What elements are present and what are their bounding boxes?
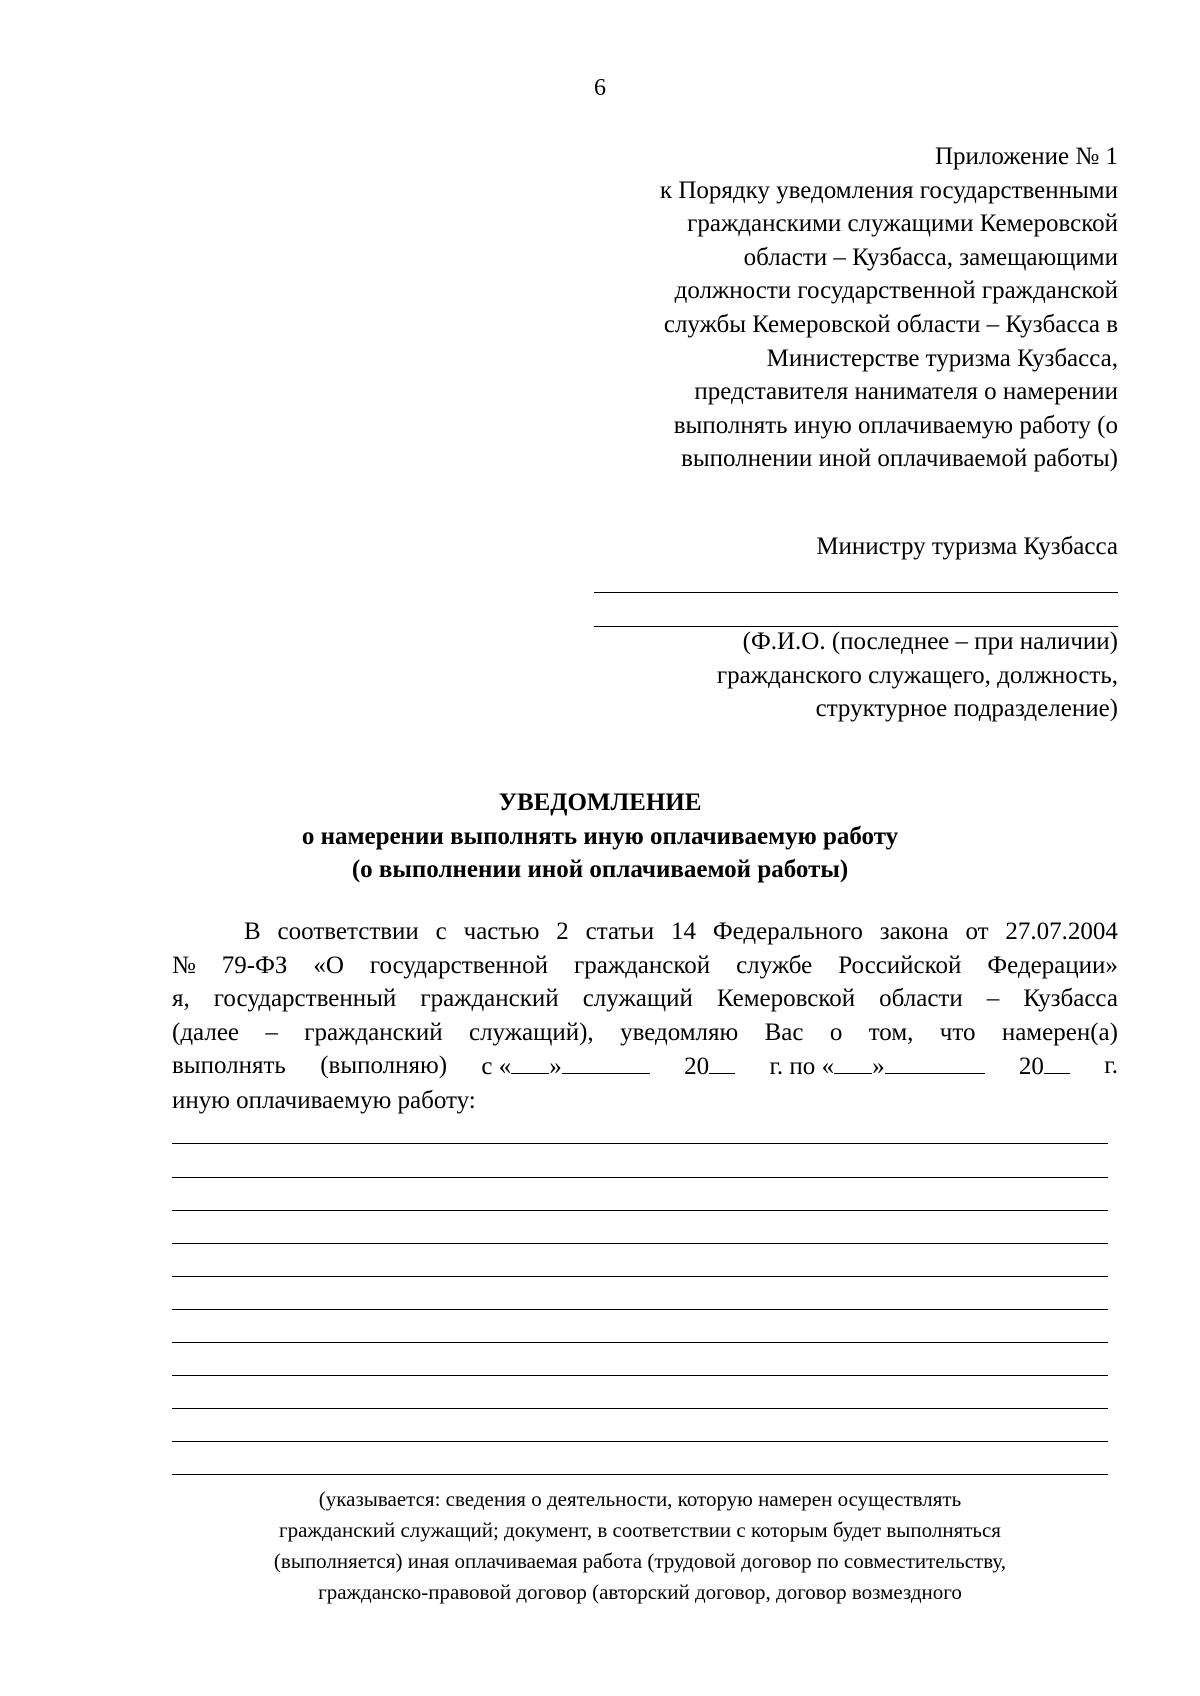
word: (выполняю) xyxy=(320,1052,448,1079)
appendix-line: Приложение № 1 xyxy=(934,143,1118,170)
appendix-line: службы Кемеровской области – Кузбасса в xyxy=(663,310,1118,338)
word: – xyxy=(265,1018,278,1046)
word: – xyxy=(986,985,1000,1012)
appendix-line: к Порядку уведомления государственными xyxy=(659,176,1118,204)
word: 27.07.2004 xyxy=(1005,918,1118,945)
word: по xyxy=(789,1053,816,1080)
hint-line: (выполняется) иная оплачиваемая работа (трудовой договор по совместительству, xyxy=(273,1549,1007,1573)
year-prefix: 20 xyxy=(684,1053,710,1080)
end-date xyxy=(769,1049,984,1084)
word: соответствии xyxy=(277,918,419,945)
hint-line: гражданско-правовой договор (авторский договор, договор возмездного xyxy=(318,1580,962,1604)
word: государственной xyxy=(369,951,549,979)
quote: » xyxy=(872,1053,885,1080)
word: г. xyxy=(1104,1052,1118,1079)
work-description-line[interactable] xyxy=(172,1441,1108,1442)
word: закона xyxy=(879,918,949,945)
appendix-line: выполнении иной оплачиваемой работы) xyxy=(681,445,1118,473)
word: намерен(а) xyxy=(1001,1018,1118,1046)
word: гражданский xyxy=(304,1018,443,1046)
word: области xyxy=(879,985,963,1012)
word: я, xyxy=(172,985,190,1012)
title-heading: УВЕДОМЛЕНИЕ xyxy=(498,789,702,816)
notification-body xyxy=(172,915,1118,1117)
start-date xyxy=(481,1049,649,1084)
word: служащий xyxy=(582,985,693,1012)
word: (далее xyxy=(172,1018,240,1046)
work-description-line[interactable] xyxy=(172,1177,1108,1178)
word: уведомляю xyxy=(620,1018,739,1046)
word: том, xyxy=(868,1018,914,1046)
fio-caption-line: структурное подразделение) xyxy=(815,695,1118,722)
work-description-line[interactable] xyxy=(172,1375,1108,1376)
fio-caption-line: гражданского служащего, должность, xyxy=(716,661,1118,689)
start-year-blank[interactable] xyxy=(709,1049,735,1074)
appendix-line: области – Кузбасса, замещающими xyxy=(743,243,1118,271)
quote: « xyxy=(821,1053,835,1080)
word: Российской xyxy=(838,951,962,979)
work-description-line[interactable] xyxy=(172,1143,1108,1144)
word: службе xyxy=(736,951,813,979)
word: г. xyxy=(769,1053,784,1080)
end-year xyxy=(1019,1049,1070,1084)
body-line-dates xyxy=(172,1049,1118,1084)
fio-caption-line: (Ф.И.О. (последнее – при наличии) xyxy=(742,628,1118,655)
start-day-blank[interactable] xyxy=(511,1049,549,1074)
work-description-line[interactable] xyxy=(172,1408,1108,1409)
hint-line: (указывается: сведения о деятельности, которую намерен осуществлять xyxy=(318,1487,962,1511)
fio-fill-line[interactable] xyxy=(594,592,1118,593)
word: гражданской xyxy=(573,951,711,979)
title-subtitle: (о выполнении иной оплачиваемой работы) xyxy=(351,856,849,883)
word: Федерации» xyxy=(987,951,1118,979)
page-number: 6 xyxy=(594,75,606,101)
word: Кузбасса xyxy=(1023,985,1118,1012)
word: гражданский xyxy=(420,985,559,1012)
body-line xyxy=(172,982,1118,1016)
work-description-line[interactable] xyxy=(172,1474,1108,1475)
quote: « xyxy=(498,1053,512,1080)
word: что xyxy=(939,1018,976,1046)
word: государственный xyxy=(213,985,397,1012)
appendix-line: представителя нанимателя о намерении xyxy=(694,378,1118,406)
document-title xyxy=(0,786,1200,887)
end-month-blank[interactable] xyxy=(885,1049,985,1074)
word: от xyxy=(965,918,989,945)
fio-caption xyxy=(558,625,1118,726)
appendix-line: гражданскими служащими Кемеровской xyxy=(687,210,1118,238)
word: № xyxy=(172,951,196,979)
word: 79-ФЗ xyxy=(221,951,288,979)
description-hint xyxy=(172,1484,1108,1608)
word: статьи xyxy=(585,918,655,945)
end-year-blank[interactable] xyxy=(1044,1049,1070,1074)
work-description-line[interactable] xyxy=(172,1309,1108,1310)
word: Вас xyxy=(764,1018,804,1046)
word: Федерального xyxy=(712,918,863,945)
appendix-line: должности государственной гражданской xyxy=(674,277,1118,305)
work-description-line[interactable] xyxy=(172,1210,1108,1211)
word: Кемеровской xyxy=(716,985,856,1012)
end-day-blank[interactable] xyxy=(834,1049,872,1074)
word: 14 xyxy=(670,918,696,945)
quote: » xyxy=(549,1053,562,1080)
word: 2 xyxy=(556,918,569,945)
body-line: иную оплачиваемую работу: xyxy=(172,1086,476,1114)
work-description-line[interactable] xyxy=(172,1276,1108,1277)
word: служащий), xyxy=(468,1018,594,1046)
word: с xyxy=(435,918,447,945)
word: В xyxy=(244,918,261,945)
word: «О xyxy=(313,951,344,979)
word: частью xyxy=(463,918,540,945)
addressee: Министру туризма Кузбасса xyxy=(816,533,1118,560)
body-line xyxy=(172,1016,1118,1050)
start-month-blank[interactable] xyxy=(562,1049,650,1074)
hint-line: гражданский служащий; документ, в соответствии с которым будет выполняться xyxy=(279,1518,1001,1542)
word: выполнять xyxy=(172,1052,286,1079)
start-year xyxy=(684,1049,735,1084)
work-description-line[interactable] xyxy=(172,1342,1108,1343)
body-line xyxy=(172,915,1118,949)
title-subtitle: о намерении выполнять иную оплачиваемую работу xyxy=(301,822,899,850)
work-description-line[interactable] xyxy=(172,1243,1108,1244)
appendix-line: Министерстве туризма Кузбасса, xyxy=(766,344,1118,372)
year-prefix: 20 xyxy=(1018,1053,1044,1080)
word: о xyxy=(829,1018,843,1046)
appendix-header xyxy=(558,140,1118,476)
word: с xyxy=(481,1053,493,1080)
appendix-line: выполнять иную оплачиваемую работу (о xyxy=(673,411,1118,439)
body-line xyxy=(172,949,1118,983)
